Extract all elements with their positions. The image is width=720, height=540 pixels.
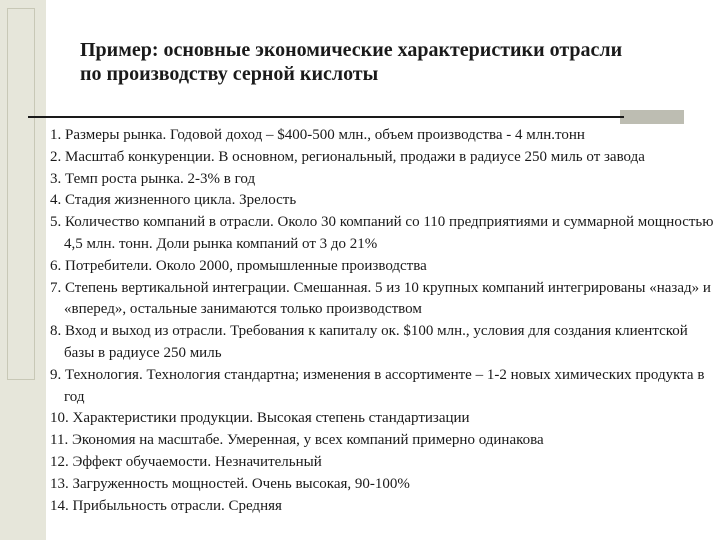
list-item: 13. Загруженность мощностей. Очень высокая, 90-100% bbox=[50, 475, 410, 492]
left-decorative-bar bbox=[0, 0, 46, 540]
accent-block bbox=[620, 110, 684, 124]
characteristics-list bbox=[50, 125, 716, 517]
list-item: 7. Степень вертикальной интеграции. Смешанная. 5 из 10 крупных компаний интегрированы «назад» и «вперед», остальные занимаются только производством bbox=[50, 279, 711, 318]
list-item: 10. Характеристики продукции. Высокая степень стандартизации bbox=[50, 410, 470, 427]
title-divider bbox=[28, 116, 624, 118]
list-item: 3. Темп роста рынка. 2-3% в год bbox=[50, 170, 256, 187]
list-item: 2. Масштаб конкуренции. В основном, региональный, продажи в радиусе 250 миль от завода bbox=[50, 148, 645, 165]
list-item: 5. Количество компаний в отрасли. Около 30 компаний со 110 предприятиями и суммарной мощностью 4,5 млн. тонн. Доли рынка компаний от 3 до 21% bbox=[50, 214, 714, 252]
list-item: 6. Потребители. Около 2000, промышленные производства bbox=[50, 257, 427, 274]
list-item: 11. Экономия на масштабе. Умеренная, у всех компаний примерно одинакова bbox=[50, 432, 544, 449]
slide-title-line1: Пример: основные экономические характеристики отрасли bbox=[80, 39, 623, 61]
list-item: 14. Прибыльность отрасли. Средняя bbox=[50, 497, 282, 514]
slide-title bbox=[80, 38, 680, 86]
left-bar-frame bbox=[7, 8, 35, 380]
list-item: 1. Размеры рынка. Годовой доход – $400-500 млн., объем производства - 4 млн.тонн bbox=[50, 127, 585, 143]
list-item: 4. Стадия жизненного цикла. Зрелость bbox=[50, 192, 297, 209]
list-item: 9. Технология. Технология стандартна; изменения в ассортименте – 1-2 новых химических продукта в год bbox=[50, 366, 705, 405]
list-item: 12. Эффект обучаемости. Незначительный bbox=[50, 453, 322, 470]
list-item: 8. Вход и выход из отрасли. Требования к капиталу ок. $100 млн., условия для создания клиентской базы в радиусе 250 миль bbox=[50, 323, 688, 361]
slide-title-line2: по производству серной кислоты bbox=[80, 63, 379, 85]
